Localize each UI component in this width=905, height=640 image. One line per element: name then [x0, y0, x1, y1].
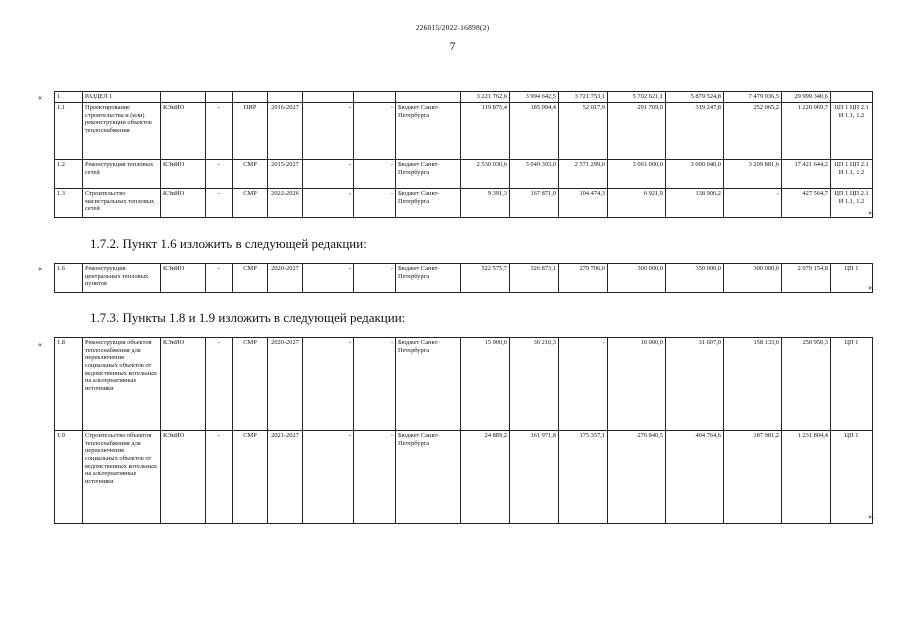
section-heading-1-7-2: 1.7.2. Пункт 1.6 изложить в следующей редакции: — [90, 236, 367, 251]
executor: КЭиИО — [161, 264, 206, 293]
executor: КЭиИО — [161, 160, 206, 189]
empty-cell — [206, 92, 233, 103]
closing-quote-3: ». — [868, 512, 874, 521]
value-cell: 138 906,2 — [666, 189, 724, 218]
value-cell: 187 981,2 — [724, 431, 782, 524]
opening-quote-2: « — [38, 264, 42, 273]
dash-cell: - — [354, 264, 396, 293]
dash-cell: - — [303, 103, 354, 160]
dash-cell: - — [303, 264, 354, 293]
total-cell: 2 079 154,8 — [782, 264, 831, 293]
work-type: СМР — [233, 338, 268, 431]
funding-source: Бюджет Санкт-Петербурга — [396, 103, 461, 160]
total-cell: 1 220 069,7 — [782, 103, 831, 160]
section-table-1 — [54, 91, 873, 218]
value-cell: 326 873,1 — [510, 264, 559, 293]
value-cell: 158 133,0 — [724, 338, 782, 431]
value-cell: - — [724, 189, 782, 218]
executor: КЭиИО — [161, 431, 206, 524]
table-row — [55, 338, 873, 431]
value-cell: 15 000,0 — [461, 338, 510, 431]
dash-cell: - — [206, 431, 233, 524]
dash-cell: - — [354, 189, 396, 218]
item-name: Реконструкция центральных тепловых пунктов — [83, 264, 161, 293]
value-cell: 350 000,0 — [666, 264, 724, 293]
value-cell: 2 571 299,0 — [559, 160, 608, 189]
work-type: СМР — [233, 431, 268, 524]
value-cell: 5 702 621,1 — [608, 92, 666, 103]
value-cell: 175 357,1 — [559, 431, 608, 524]
value-cell: 291 769,0 — [608, 103, 666, 160]
item-name: Строительство магистральных тепловых сетей — [83, 189, 161, 218]
row-number: 1.1 — [55, 103, 83, 160]
dash-cell: - — [303, 431, 354, 524]
value-cell: 279 706,0 — [559, 264, 608, 293]
value-cell: 3 994 642,5 — [510, 92, 559, 103]
total-cell: 29 999 340,6 — [782, 92, 831, 103]
dash-cell: - — [206, 189, 233, 218]
empty-cell — [161, 92, 206, 103]
empty-cell — [354, 92, 396, 103]
work-type: СМР — [233, 189, 268, 218]
dash-cell: - — [354, 338, 396, 431]
program-codes: ЦП 1 ЦП 2.1 И 1.1, 1.2 — [831, 160, 873, 189]
work-type: ПИР — [233, 103, 268, 160]
dash-cell: - — [303, 189, 354, 218]
empty-cell — [303, 92, 354, 103]
dash-cell: - — [354, 160, 396, 189]
dash-cell: - — [206, 264, 233, 293]
period: 2021-2027 — [268, 431, 303, 524]
empty-cell — [268, 92, 303, 103]
empty-cell — [396, 92, 461, 103]
period: 2020-2027 — [268, 264, 303, 293]
value-cell: 7 479 036,5 — [724, 92, 782, 103]
row-number: 1.8 — [55, 338, 83, 431]
row-number: 1.9 — [55, 431, 83, 524]
table-row — [55, 431, 873, 524]
period: 2020-2027 — [268, 338, 303, 431]
section-table-2 — [54, 263, 873, 293]
opening-quote-3: « — [38, 340, 42, 349]
value-cell: 3 221 762,6 — [461, 92, 510, 103]
section-heading-1-7-3: 1.7.3. Пункты 1.8 и 1.9 изложить в следующей редакции: — [90, 310, 406, 325]
program-codes: ЦП 1 — [831, 338, 873, 431]
total-cell: 17 421 644,2 — [782, 160, 831, 189]
item-name: Проектирование строительства и (или) реконструкции объектов теплоснабжения — [83, 103, 161, 160]
value-cell: 3 209 881,6 — [724, 160, 782, 189]
table-row — [55, 103, 873, 160]
funding-source: Бюджет Санкт-Петербурга — [396, 160, 461, 189]
program-codes: ЦП 1 — [831, 431, 873, 524]
executor: КЭиИО — [161, 338, 206, 431]
value-cell: 319 247,8 — [666, 103, 724, 160]
period: 2016-2027 — [268, 103, 303, 160]
dash-cell: - — [206, 103, 233, 160]
value-cell: 3 049 393,0 — [510, 160, 559, 189]
dash-cell: - — [303, 338, 354, 431]
row-number: 1 — [55, 92, 83, 103]
section-title: РАЗДЕЛ 1 — [83, 92, 161, 103]
value-cell: 31 607,0 — [666, 338, 724, 431]
program-codes: ЦП 1 ЦП 2.1 И 1.1, 1.2 — [831, 103, 873, 160]
period: 2022-2026 — [268, 189, 303, 218]
funding-source: Бюджет Санкт-Петербурга — [396, 338, 461, 431]
funding-source: Бюджет Санкт-Петербурга — [396, 264, 461, 293]
item-name: Строительство объектов теплоснабжения для переключения социальных объектов от ведомственных котельных на альтернативные источники — [83, 431, 161, 524]
empty-cell — [831, 92, 873, 103]
item-name: Реконструкция тепловых сетей — [83, 160, 161, 189]
row-number: 1.2 — [55, 160, 83, 189]
dash-cell: - — [206, 160, 233, 189]
value-cell: 300 000,0 — [724, 264, 782, 293]
row-number: 1.3 — [55, 189, 83, 218]
dash-cell: - — [354, 103, 396, 160]
value-cell: 185 094,4 — [510, 103, 559, 160]
value-cell: 119 875,4 — [461, 103, 510, 160]
section-table-3 — [54, 337, 873, 524]
page-number: 7 — [449, 39, 456, 53]
value-cell: 252 065,2 — [724, 103, 782, 160]
value-cell: 161 971,8 — [510, 431, 559, 524]
value-cell: 6 921,9 — [608, 189, 666, 218]
value-cell: 3 000 040,0 — [666, 160, 724, 189]
program-codes: ЦП 1 — [831, 264, 873, 293]
table-row — [55, 189, 873, 218]
program-codes: ЦП 1 ЦП 2.1 И 1.1, 1.2 — [831, 189, 873, 218]
value-cell: 522 575,7 — [461, 264, 510, 293]
total-cell: 1 231 804,4 — [782, 431, 831, 524]
funding-source: Бюджет Санкт-Петербурга — [396, 189, 461, 218]
row-number: 1.6 — [55, 264, 83, 293]
opening-quote-1: « — [38, 93, 42, 102]
work-type: СМР — [233, 160, 268, 189]
value-cell: 404 764,6 — [666, 431, 724, 524]
value-cell: 300 000,0 — [608, 264, 666, 293]
value-cell: 3 721 753,1 — [559, 92, 608, 103]
document-code: 226015/2022-16898(2) — [415, 23, 490, 32]
value-cell: 5 879 524,8 — [666, 92, 724, 103]
value-cell: 24 889,2 — [461, 431, 510, 524]
dash-cell: - — [303, 160, 354, 189]
item-name: Реконструкция объектов теплоснабжения для переключения социальных объектов от ведомственных котельных на альтернативные источники — [83, 338, 161, 431]
empty-cell — [233, 92, 268, 103]
closing-quote-2: ». — [868, 283, 874, 292]
executor: КЭиИО — [161, 103, 206, 160]
period: 2015-2027 — [268, 160, 303, 189]
funding-source: Бюджет Санкт-Петербурга — [396, 431, 461, 524]
value-cell: 276 840,5 — [608, 431, 666, 524]
executor: КЭиИО — [161, 189, 206, 218]
value-cell: 167 871,0 — [510, 189, 559, 218]
value-cell: 9 391,3 — [461, 189, 510, 218]
value-cell: 3 061 000,0 — [608, 160, 666, 189]
total-cell: 250 950,3 — [782, 338, 831, 431]
value-cell: 36 210,3 — [510, 338, 559, 431]
dash-cell: - — [206, 338, 233, 431]
value-cell: 10 000,0 — [608, 338, 666, 431]
total-cell: 427 564,7 — [782, 189, 831, 218]
value-cell: 104 474,3 — [559, 189, 608, 218]
value-cell: - — [559, 338, 608, 431]
work-type: СМР — [233, 264, 268, 293]
value-cell: 2 530 030,6 — [461, 160, 510, 189]
dash-cell: - — [354, 431, 396, 524]
closing-quote-1: ». — [868, 208, 874, 217]
table-row — [55, 264, 873, 293]
value-cell: 52 017,9 — [559, 103, 608, 160]
table-row — [55, 160, 873, 189]
table-row — [55, 92, 873, 103]
